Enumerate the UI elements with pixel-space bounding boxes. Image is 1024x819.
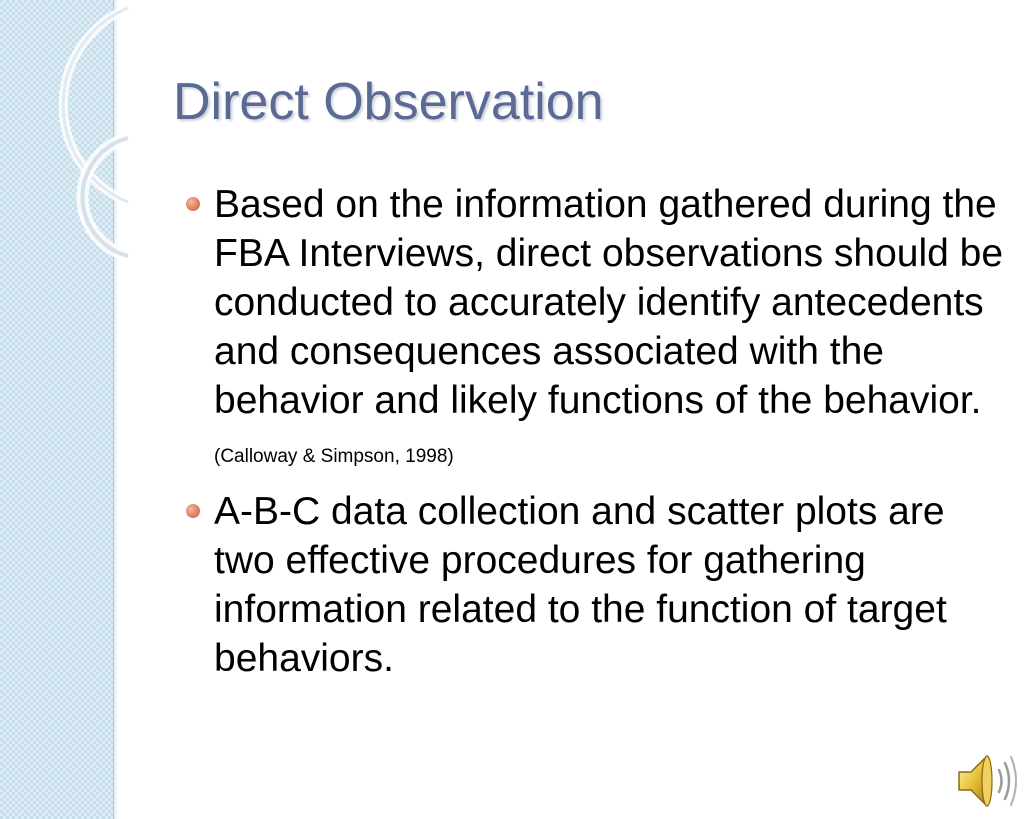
bullet-dot-icon xyxy=(186,197,200,211)
bullet-dot-icon xyxy=(186,504,200,518)
decorative-rings-icon xyxy=(0,0,130,270)
bullet-item xyxy=(185,180,1005,474)
bullet-item xyxy=(185,487,1005,683)
speaker-icon[interactable] xyxy=(953,748,1019,812)
bullet-text: A-B-C data collection and scatter plots are two effective procedures for gathering information related to the function of target behaviors. xyxy=(214,490,947,680)
slide-title: Direct Observation xyxy=(173,73,604,131)
bullet-list xyxy=(185,180,1005,696)
citation: (Calloway & Simpson, 1998) xyxy=(214,446,454,467)
bullet-text: Based on the information gathered during the FBA Interviews, direct observations should be conducted to accurately identify antecedents and consequences associated with the behavior and likely functions of the behavior. xyxy=(214,183,1004,422)
